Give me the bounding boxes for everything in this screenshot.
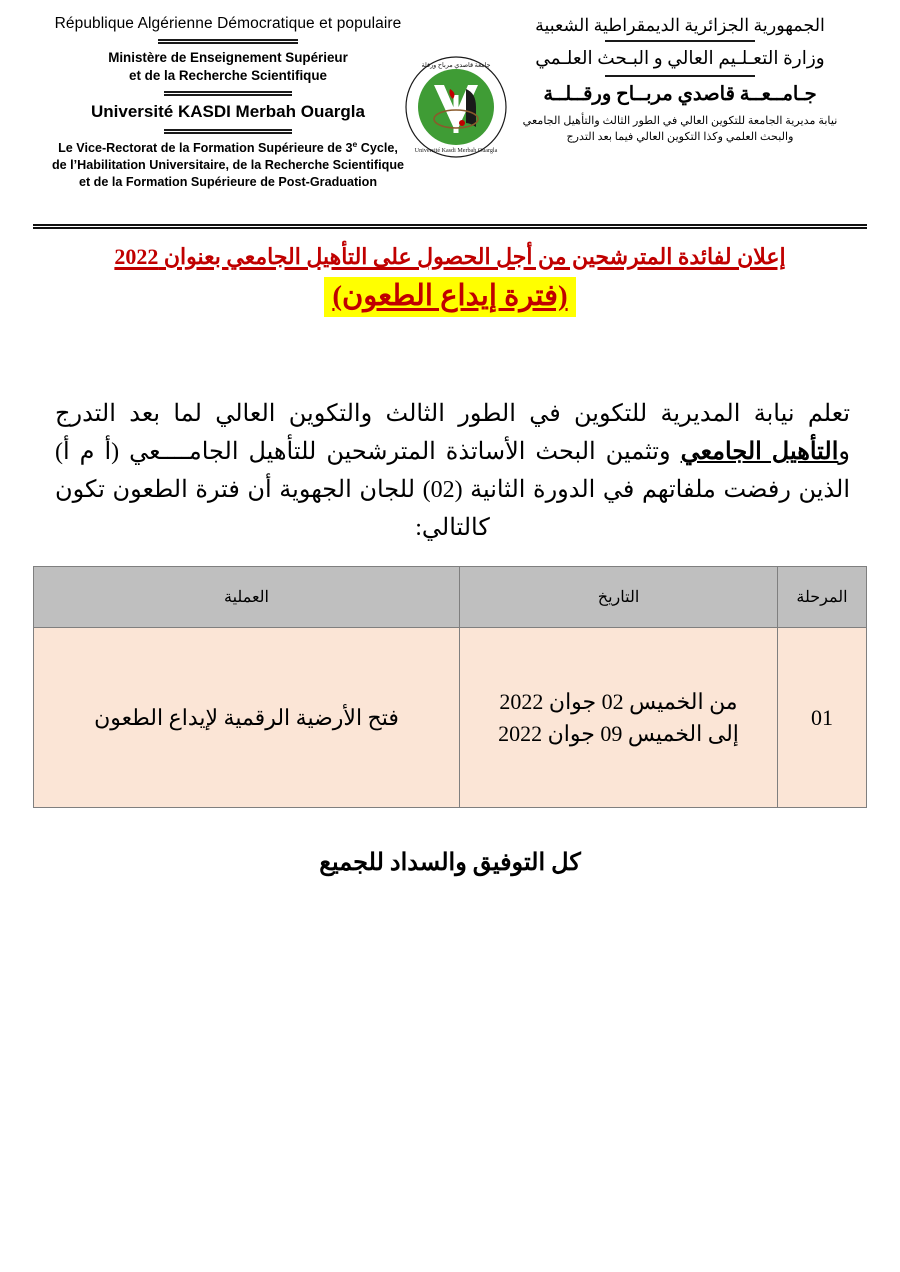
body-emphasis: التأهيل الجامعي	[680, 438, 839, 465]
header-separator-2	[164, 91, 292, 96]
university-label-fr: Université KASDI Merbah Ouargla	[91, 101, 365, 121]
ministry-line-2-fr: et de la Recherche Scientifique	[129, 68, 327, 84]
announcement-subtitle-highlight: (فترة إيداع الطعون)	[324, 277, 575, 317]
closing-message: كل التوفيق والسداد للجميع	[319, 850, 581, 876]
ordinal-superscript: e	[352, 138, 358, 149]
svg-text:Université Kasdi Merbah Ouargl: Université Kasdi Merbah Ouargla	[414, 148, 498, 154]
cell-operation: فتح الأرضية الرقمية لإيداع الطعون	[34, 628, 460, 808]
vice-rectorate-line-1-fr	[18, 139, 438, 157]
header-french-block	[18, 14, 438, 191]
department-line-1-ar: نيابة مديرية الجامعة للتكوين العالي في الطور الثالث والتأهيل الجامعي	[522, 115, 838, 128]
header-separator-ar-1	[605, 40, 755, 44]
header-arabic-block	[470, 14, 890, 145]
schedule-table-head	[34, 567, 867, 628]
vice-rectorate-line-2-fr: de l’Habilitation Universitaire, de la Recherche Scientifique	[51, 158, 405, 173]
cell-date	[460, 628, 778, 808]
vice-rectorate-line-1-text: Le Vice-Rectorat de la Formation Supérieure de 3	[58, 141, 353, 156]
announcement-title: إعلان لفائدة المترشحين من أجل الحصول على التأهيل الجامعي بعنوان 2022	[114, 244, 786, 269]
header-separator-1	[158, 39, 298, 44]
ministry-line-1-fr: Ministère de Enseignement Supérieur	[108, 50, 348, 66]
cell-stage: 01	[778, 628, 867, 808]
department-line-2-ar: والبحث العلمي وكذا التكوين العالي فيما بعد التدرج	[566, 130, 794, 143]
column-header-operation: العملية	[34, 567, 460, 628]
vice-rectorate-line-1-tail: Cycle,	[357, 141, 398, 156]
column-header-date: التاريخ	[460, 567, 778, 628]
announcement-title-area	[0, 242, 900, 317]
schedule-table-body	[34, 628, 867, 808]
svg-text:جامعة قاصدي مرباح ورقلة: جامعة قاصدي مرباح ورقلة	[421, 62, 491, 69]
republic-label-ar: الجمهورية الجزائرية الديمقراطية الشعبية	[535, 15, 825, 35]
header-separator-3	[164, 129, 292, 134]
schedule-table	[33, 566, 867, 808]
university-logo	[404, 55, 508, 159]
vice-rectorate-line-3-fr: et de la Formation Supérieure de Post-Graduation	[78, 175, 378, 190]
cell-date-from: من الخميس 02 جوان 2022	[499, 688, 738, 714]
announcement-subtitle-row	[0, 277, 900, 317]
header-divider-rule	[33, 224, 867, 229]
table-header-row	[34, 567, 867, 628]
body-part-1: تعلم نيابة المديرية للتكوين في الطور الثالث والتكوين العالي لما بعد التدرج و	[55, 401, 850, 465]
university-label-ar: جـامــعــة قاصدي مربــاح ورقــلــة	[543, 83, 817, 105]
column-header-stage: المرحلة	[778, 567, 867, 628]
body-part-2: وتثمين البحث الأساتذة المترشحين للتأهيل الجامــــعي (أ م أ) الذين رفضت ملفاتهم في الدورة الثانية (02) للجان الجهوية أن فترة الطعون تكون كالتالي:	[55, 438, 850, 541]
university-logo-icon	[404, 55, 508, 159]
header-separator-ar-2	[605, 75, 755, 79]
schedule-table-wrapper	[33, 566, 859, 808]
cell-date-to: إلى الخميس 09 جوان 2022	[498, 720, 739, 746]
ministry-label-ar: وزارة التعـلـيم العالي و البـحث العلـمي	[535, 48, 825, 69]
table-row	[34, 628, 867, 808]
document-header	[0, 0, 900, 210]
republic-label-fr: République Algérienne Démocratique et populaire	[54, 15, 402, 32]
announcement-body-paragraph	[55, 396, 850, 548]
